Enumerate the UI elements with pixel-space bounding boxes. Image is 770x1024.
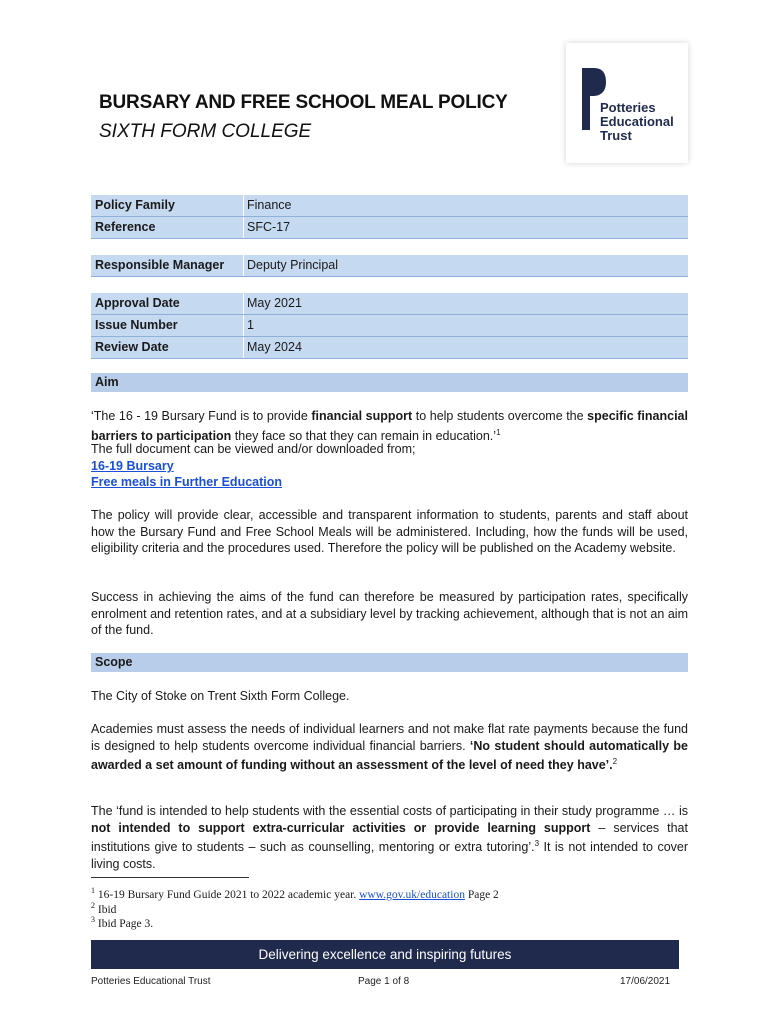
row-value: May 2024 bbox=[247, 340, 302, 354]
table-row-responsible-manager bbox=[91, 255, 688, 277]
footer-page-number: Page 1 of 8 bbox=[358, 976, 410, 987]
gov-uk-link[interactable]: www.gov.uk/education bbox=[359, 888, 465, 901]
table-row-policy-family bbox=[91, 195, 688, 217]
page-subtitle: SIXTH FORM COLLEGE bbox=[99, 121, 312, 142]
aim-paragraph-2: Success in achieving the aims of the fund can therefore be measured by participation rates, specifically enrolment and retention rates, and at a subsidiary level by tracking achievement, although that is not an aim of the fund. bbox=[91, 590, 688, 637]
logo-wordmark bbox=[600, 101, 674, 143]
table-row-review-date bbox=[91, 337, 688, 359]
trust-logo bbox=[566, 43, 688, 163]
table-row-issue-number bbox=[91, 315, 688, 337]
footer-date: 17/06/2021 bbox=[620, 976, 671, 987]
footnote-ref: 1 bbox=[496, 427, 501, 437]
section-heading-aim: Aim bbox=[91, 373, 688, 392]
footer-banner: Delivering excellence and inspiring futures bbox=[91, 940, 679, 969]
footnote-ref: 3 bbox=[534, 839, 540, 848]
aim-quote: ‘The 16 - 19 Bursary Fund is to provide financial support to help students overcome the specific financial barriers to participation they face so that they can remain in education.’$^1$ bbox=[91, 409, 688, 443]
section-heading-scope: Scope bbox=[91, 653, 688, 672]
table-row-reference bbox=[91, 217, 688, 239]
row-value: SFC-17 bbox=[247, 220, 291, 234]
row-key: Reference bbox=[95, 220, 156, 234]
footnote-2: $^2$ Ibid bbox=[91, 901, 117, 916]
row-key: Responsible Manager bbox=[95, 258, 225, 272]
row-value: Finance bbox=[247, 198, 292, 212]
scope-paragraph-2: Academies must assess the needs of individual learners and not make flat rate payments because the fund is designed to help students overcome individual financial barriers. ‘No student should automatically be awarded a set amount of funding without an assessment of the level of need they have’.$^2$ bbox=[91, 722, 689, 773]
table-row-approval-date bbox=[91, 293, 688, 315]
logo-line-1: Potteries bbox=[600, 100, 656, 115]
row-value: 1 bbox=[247, 318, 254, 332]
aim-paragraph-1: The policy will provide clear, accessible and transparent information to students, parents and staff about how the Bursary Fund and Free School Meals will be administered. Including, how the funds will be used, eligibility criteria and the procedures used. Therefore the policy will be published on the Academy website. bbox=[91, 508, 688, 555]
row-value: Deputy Principal bbox=[247, 258, 339, 272]
footnote-3: $^3$ Ibid Page 3. bbox=[91, 915, 154, 930]
footer-organisation: Potteries Educational Trust bbox=[91, 976, 211, 987]
footnote-1: $^1$ 16-19 Bursary Fund Guide 2021 to 2022 academic year. www.gov.uk/education Page 2 bbox=[91, 886, 499, 901]
scope-paragraph-1: The City of Stoke on Trent Sixth Form College. bbox=[91, 689, 350, 703]
page-title: BURSARY AND FREE SCHOOL MEAL POLICY bbox=[99, 92, 508, 113]
footnote-divider bbox=[91, 877, 249, 878]
free-meals-link[interactable]: Free meals in Further Education bbox=[91, 475, 283, 489]
logo-line-3: Trust bbox=[600, 128, 632, 143]
bursary-link[interactable]: 16-19 Bursary bbox=[91, 459, 174, 473]
download-text: The full document can be viewed and/or downloaded from; bbox=[91, 442, 416, 456]
footnote-ref: 2 bbox=[612, 757, 618, 766]
row-key: Policy Family bbox=[95, 198, 175, 212]
logo-line-2: Educational bbox=[600, 114, 674, 129]
row-key: Review Date bbox=[95, 340, 169, 354]
row-key: Issue Number bbox=[95, 318, 178, 332]
scope-paragraph-3: The ‘fund is intended to help students with the essential costs of participating in their study programme … is not intended to support extra-curricular activities or provide learning support – services that institutions give to students – such as counselling, mentoring or extra tutoring’.$^3$ It is not intended to cover living costs. bbox=[91, 804, 689, 871]
row-key: Approval Date bbox=[95, 296, 180, 310]
row-value: May 2021 bbox=[247, 296, 302, 310]
